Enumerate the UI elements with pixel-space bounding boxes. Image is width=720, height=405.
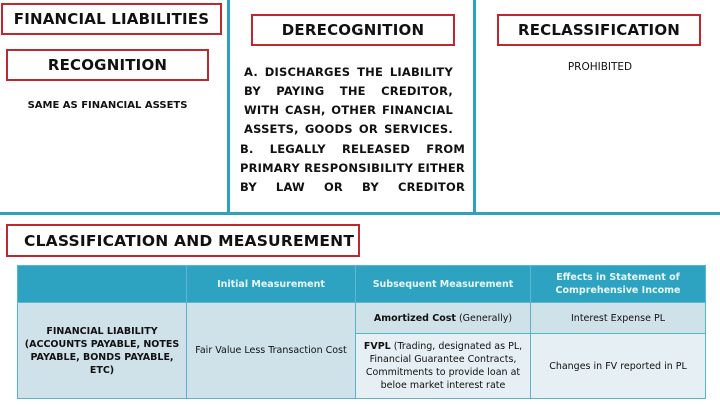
recognition-body: SAME AS FINANCIAL ASSETS [27,100,188,111]
subsequent-bold: FVPL [363,341,391,352]
category-cell: FINANCIAL LIABILITY (ACCOUNTS PAYABLE, NOTES PAYABLE, BONDS PAYABLE, ETC) [18,303,187,399]
header-effects: Effects in Statement of Comprehensive Income [531,266,706,303]
derecognition-item-a: A. DISCHARGES THE LIABILITY BY PAYING THE CREDITOR, WITH CASH, OTHER FINANCIAL ASSETS, GOODS OR SERVICES. [244,65,453,136]
initial-cell: Fair Value Less Transaction Cost [187,303,356,399]
effect-cell: Interest Expense PL [531,303,706,334]
header-subsequent: Subsequent Measurement [356,266,531,303]
reclassification-body: PROHIBITED [567,61,633,73]
reclassification-title: RECLASSIFICATION [497,14,701,46]
subsequent-rest: (Trading, designated as PL, Financial Guarantee Contracts, Commitments to provide loan at beloe market interest rate [365,341,523,391]
subsequent-cell [356,303,531,334]
classification-table [17,265,706,399]
subsequent-rest: (Generally) [455,312,513,324]
header-initial: Initial Measurement [187,266,356,303]
header-empty [18,266,187,303]
subsequent-bold: Amortized Cost [373,312,456,324]
subsequent-cell [356,334,531,399]
divider-vertical-right [473,0,476,215]
derecognition-item-b: B. LEGALLY RELEASED FROM PRIMARY RESPONSIBILITY EITHER BY LAW OR BY CREDITOR [240,142,465,194]
main-title: FINANCIAL LIABILITIES [1,3,222,35]
derecognition-title: DERECOGNITION [251,14,455,46]
recognition-title: RECOGNITION [6,49,209,81]
table-row [18,303,706,334]
table-header-row [18,266,706,303]
classification-title: CLASSIFICATION AND MEASUREMENT [6,224,360,257]
divider-vertical-left [227,0,230,215]
effect-cell: Changes in FV reported in PL [531,334,706,399]
